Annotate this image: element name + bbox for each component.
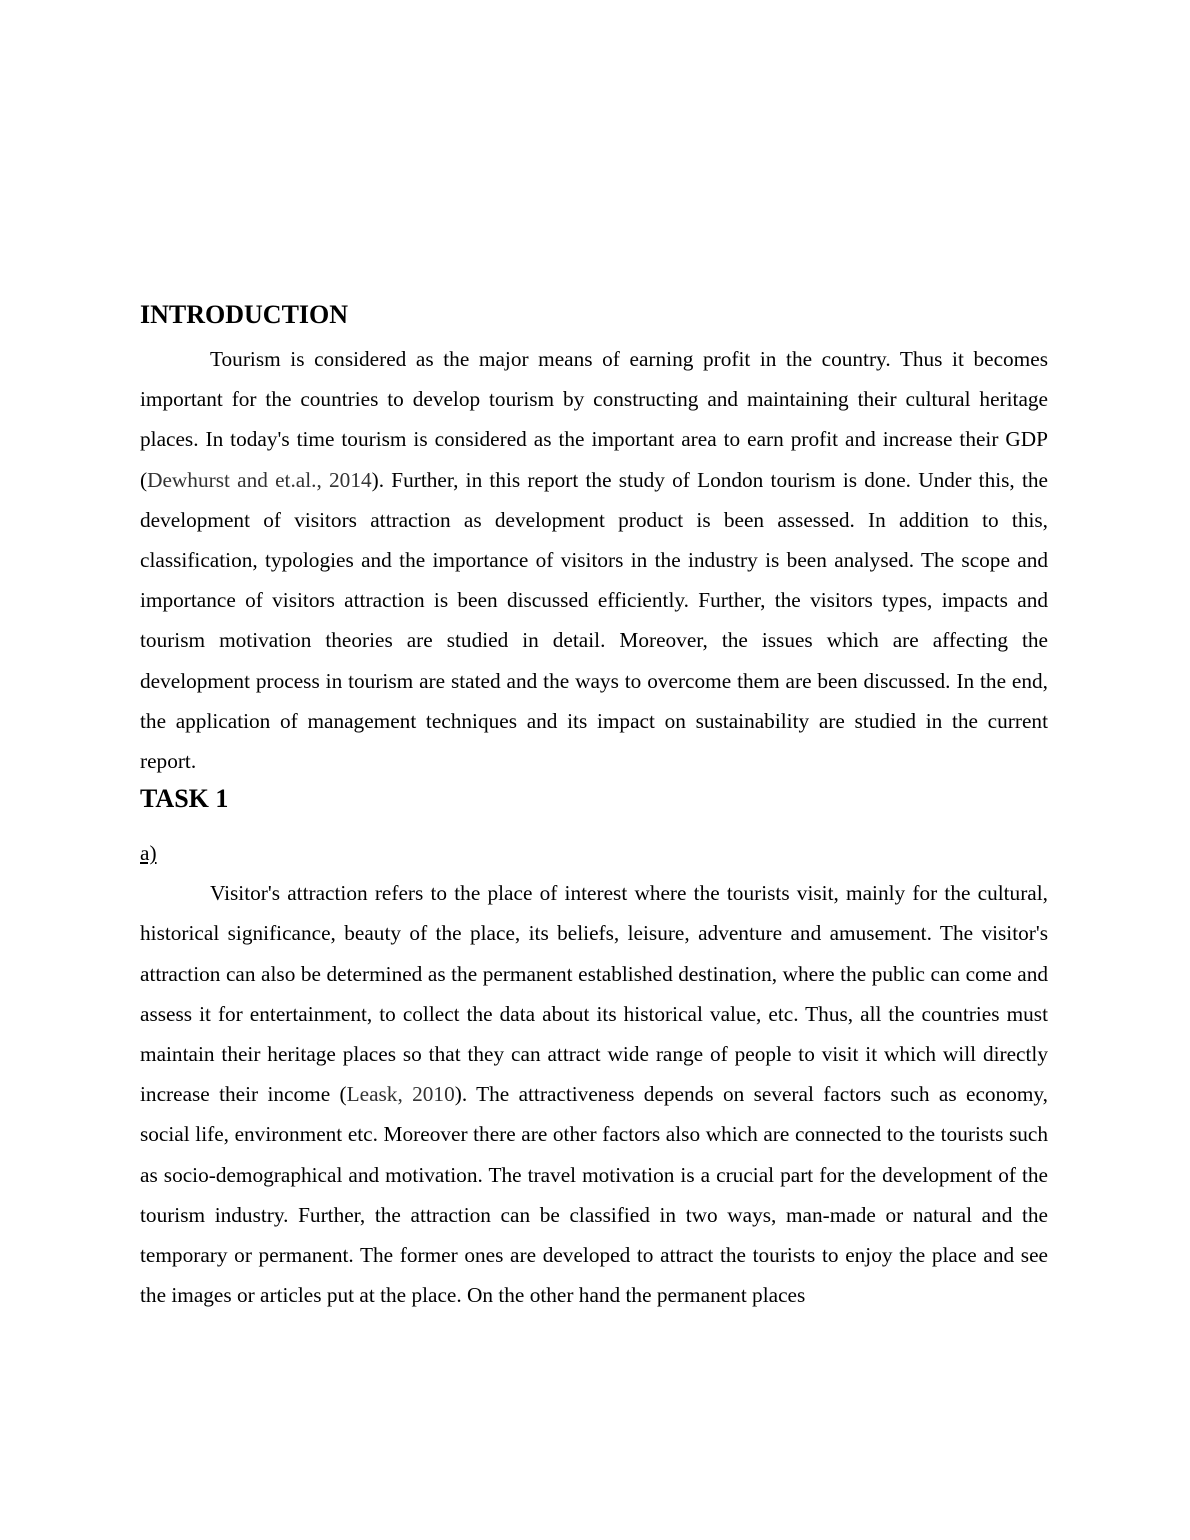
introduction-paragraph bbox=[140, 339, 1048, 781]
introduction-text-part1: Tourism is considered as the major means of earning profit in the country. Thus it becomes important for the countries to develop tourism by constructing and maintaining their cultural heritage places. In today's time tourism is considered as the important area to earn profit and increase their GDP ( bbox=[140, 347, 1048, 492]
task-text-part2: ). The attractiveness depends on several factors such as economy, social life, environment etc. Moreover there are other factors also which are connected to the tourists such as socio-demographical and motivation. The travel motivation is a crucial part for the development of the tourism industry. Further, the attraction can be classified in two ways, man-made or natural and the temporary or permanent. The former ones are developed to attract the tourists to enjoy the place and see the images or articles put at the place. On the other hand the permanent places bbox=[140, 1082, 1048, 1308]
subsection-label-a: a) bbox=[140, 841, 157, 866]
task-text-part1: Visitor's attraction refers to the place of interest where the tourists visit, mainly for the cultural, historical significance, beauty of the place, its beliefs, leisure, adventure and amusement. The visitor's attraction can also be determined as the permanent established destination, where the public can come and assess it for entertainment, to collect the data about its historical value, etc. Thus, all the countries must maintain their heritage places so that they can attract wide range of people to visit it which will directly increase their income ( bbox=[140, 881, 1048, 1107]
introduction-text-part2: ). Further, in this report the study of London tourism is done. Under this, the development of visitors attraction as development product is been assessed. In addition to this, classification, typologies and the importance of visitors in the industry is been analysed. The scope and importance of visitors attraction is been discussed efficiently. Further, the visitors types, impacts and tourism motivation theories are studied in detail. Moreover, the issues which are affecting the development process in tourism are stated and the ways to overcome them are been discussed. In the end, the application of management techniques and its impact on sustainability are studied in the current report. bbox=[140, 467, 1048, 774]
citation-leask: Leask, 2010 bbox=[346, 1082, 455, 1107]
introduction-heading: INTRODUCTION bbox=[140, 300, 349, 329]
task-1-paragraph bbox=[140, 873, 1048, 1315]
citation-dewhurst: Dewhurst and et.al., 2014 bbox=[147, 467, 372, 492]
task-1-heading: TASK 1 bbox=[140, 784, 229, 814]
document-body bbox=[140, 297, 1048, 1315]
